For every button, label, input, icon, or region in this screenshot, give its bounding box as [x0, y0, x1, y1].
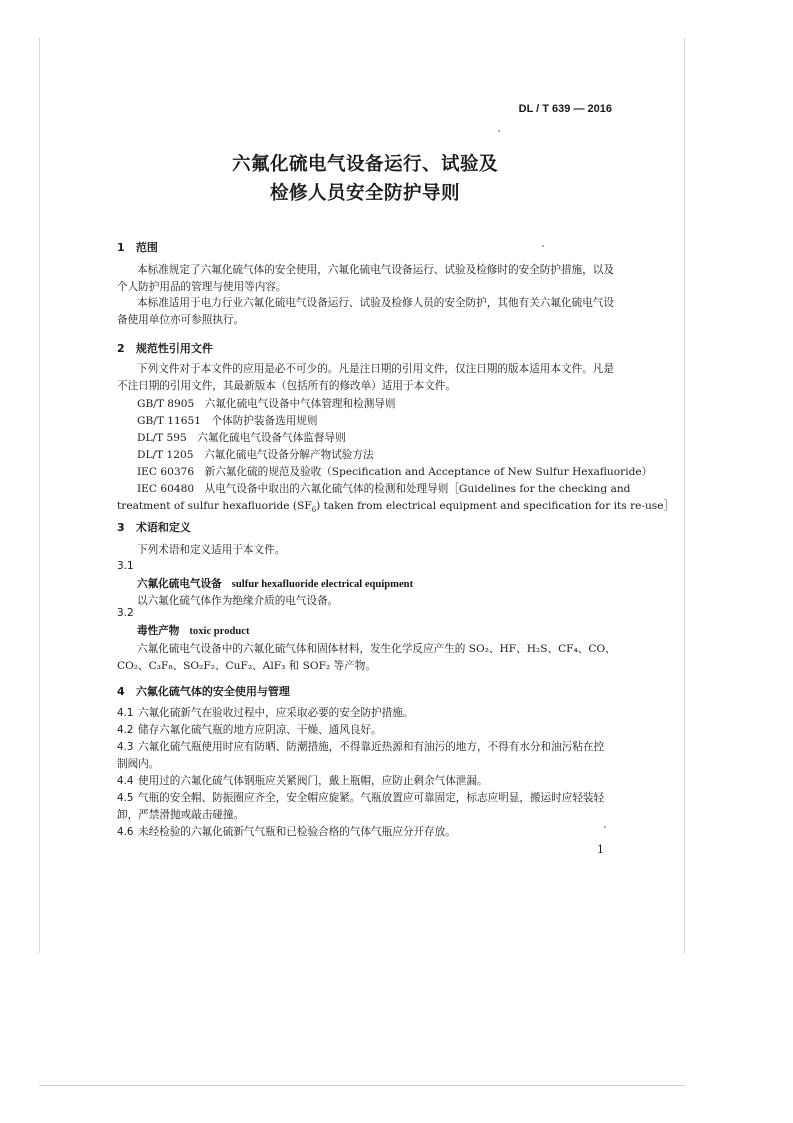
reference-item: GB/T 11651 个体防护装备选用规则	[137, 415, 318, 427]
section-title: 范围	[135, 241, 158, 254]
term-number: 3.2	[117, 607, 134, 619]
clause	[117, 739, 614, 773]
section-1-heading	[117, 239, 158, 255]
section-number: 2	[117, 342, 125, 355]
reference-item: DL/T 1205 六氟化硫电气设备分解产物试验方法	[137, 449, 374, 461]
clause-number: 4.1	[117, 707, 134, 719]
section-4-heading	[117, 683, 290, 699]
ref-subscript: 6	[311, 506, 317, 515]
term-cn: 毒性产物	[137, 625, 180, 637]
reference-item-iec60480-line1: IEC 60480 从电气设备中取出的六氟化硫气体的检测和处理导则［Guidelines for the checking and	[137, 483, 631, 495]
term-en: sulfur hexafluoride electrical equipment	[231, 579, 414, 590]
clause-text: 储存六氟化硫气瓶的地方应阴凉、干燥、通风良好。	[138, 724, 382, 736]
clause	[117, 773, 614, 790]
clause	[117, 722, 614, 739]
section-3-heading	[117, 519, 191, 535]
section-number: 3	[117, 521, 125, 534]
term-cn: 六氟化硫电气设备	[137, 578, 222, 590]
section-2-heading	[117, 340, 213, 356]
standard-code: DL / T 639 — 2016	[518, 103, 612, 115]
clause-number: 4.4	[117, 775, 134, 787]
reference-item: DL/T 595 六氟化硫电气设备气体监督导则	[137, 432, 346, 444]
clause-text: 六氟化硫气瓶使用时应有防晒、防潮措施，不得靠近热源和有油污的地方，不得有水分和油污粘在控制阀内。	[117, 741, 605, 770]
ref-text: treatment of sulfur hexafluoride (SF	[117, 500, 312, 512]
term-title	[137, 576, 413, 591]
clause-number: 4.3	[117, 741, 134, 753]
reference-item: IEC 60376 新六氟化硫的规范及验收（Specification and Acceptance of New Sulfur Hexafluoride）	[137, 466, 653, 478]
clause-text: 六氟化硫新气在验收过程中，应采取必要的安全防护措施。	[138, 707, 414, 719]
clause-number: 4.5	[117, 792, 134, 804]
scan-speck	[542, 245, 544, 247]
term-en: toxic product	[189, 626, 250, 637]
term-number: 3.1	[117, 560, 134, 572]
clause-number: 4.2	[117, 724, 134, 736]
page-number: 1	[597, 843, 604, 856]
document-title-line2: 检修人员安全防护导则	[269, 183, 460, 204]
clause-text: 未经检验的六氟化硫新气气瓶和已检验合格的气体气瓶应分开存放。	[138, 826, 456, 838]
section-number: 4	[117, 685, 125, 698]
section-3-intro: 下列术语和定义适用于本文件。	[137, 544, 286, 556]
document-title-line1: 六氟化硫电气设备运行、试验及	[231, 154, 498, 175]
reference-item: GB/T 8905 六氟化硫电气设备中气体管理和检测导则	[137, 398, 396, 410]
section-title: 六氟化硫气体的安全使用与管理	[135, 685, 290, 698]
page-bottom-rule	[39, 1085, 685, 1086]
clause-text: 使用过的六氟化硫气体钢瓶应关紧阀门，戴上瓶帽，应防止剩余气体泄漏。	[138, 775, 488, 787]
term-definition: 以六氟化硫气体作为绝缘介质的电气设备。	[137, 595, 339, 607]
clause-number: 4.6	[117, 826, 134, 838]
section-number: 1	[117, 241, 125, 254]
clause	[117, 824, 614, 841]
scan-speck	[498, 130, 500, 132]
ref-text: ) taken from electrical equipment and specification for its re-use］	[316, 500, 675, 512]
clause	[117, 790, 614, 824]
term-title	[137, 623, 250, 638]
reference-item-iec60480-line2	[117, 498, 674, 514]
section-title: 规范性引用文件	[135, 342, 213, 355]
section-2-intro: 下列文件对于本文件的应用是必不可少的。凡是注日期的引用文件，仅注日期的版本适用本文件。凡是不注日期的引用文件，其最新版本（包括所有的修改单）适用于本文件。	[117, 363, 614, 392]
clause-text: 气瓶的安全帽、防振圈应齐全，安全帽应旋紧。气瓶放置应可靠固定，标志应明显，搬运时应轻装轻卸，严禁滑抛或敲击碰撞。	[117, 792, 605, 821]
term-definition-line2: CO₂、C₃F₈、SO₂F₂、CuF₂、AlF₃ 和 SOF₂ 等产物。	[117, 660, 376, 672]
section-title: 术语和定义	[135, 521, 191, 534]
term-definition-line1: 六氟化硫电气设备中的六氟化硫气体和固体材料，发生化学反应产生的 SO₂、HF、H₂S、CF₄、CO、	[137, 643, 616, 655]
section-1-para-1: 本标准规定了六氟化硫气体的安全使用，六氟化硫电气设备运行、试验及检修时的安全防护措施，以及个人防护用品的管理与使用等内容。	[117, 264, 614, 293]
clause	[117, 705, 614, 722]
section-1-para-2: 本标准适用于电力行业六氟化硫电气设备运行、试验及检修人员的安全防护，其他有关六氟化硫电气设备使用单位亦可参照执行。	[117, 297, 614, 326]
